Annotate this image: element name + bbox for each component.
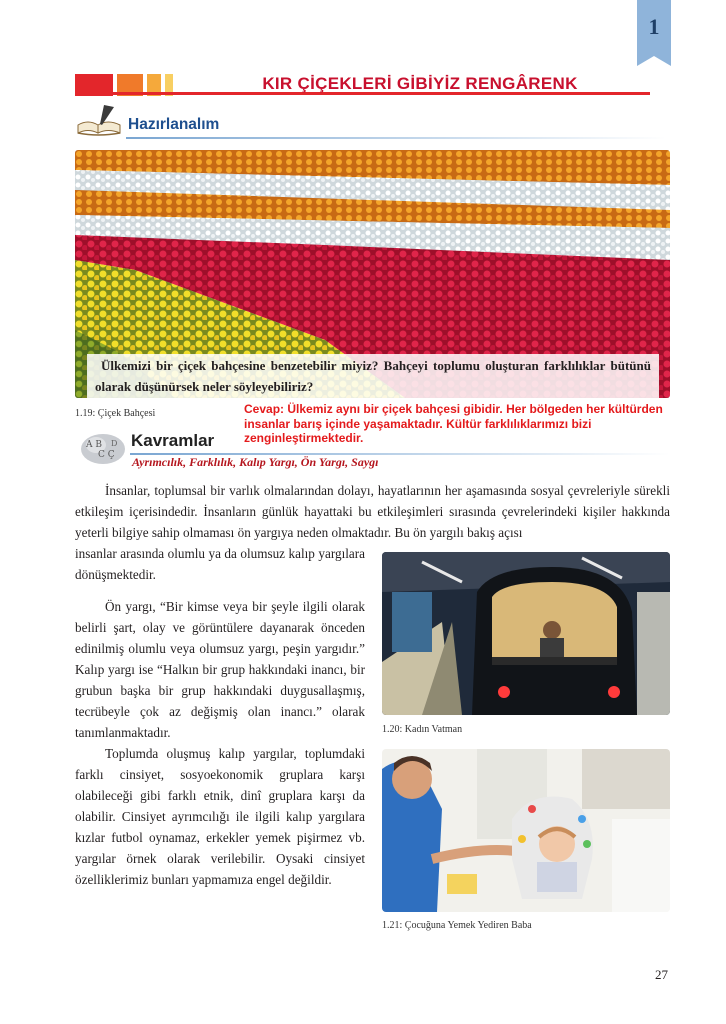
- page-title: KIR ÇİÇEKLERİ GİBİYİZ RENGÂRENK: [262, 74, 578, 93]
- open-book-icon: [74, 103, 124, 137]
- father-feeding-child-photo: [382, 749, 670, 912]
- paragraph-1-continued: insanlar arasında olumlu ya da olumsuz kalıp yargılara dönüşmektedir.: [75, 546, 365, 582]
- chapter-number: 1: [648, 14, 660, 39]
- paragraph-2: Ön yargı, “Bir kimse veya bir şeyle ilgili olarak belirli şart, olay ve görüntülere dayanarak önceden edinilmiş olumlu veya olumsuz yargı, peşin yargıdır.” Kalıp yargı ise “Halkın bir grup hakkındaki inancı, bir grubun başka bir grup hakkındaki duygusallaşmış, tecrübeyle çok az değişmiş olan inancı.” olarak tanımlanmaktadır.: [75, 599, 365, 740]
- figure-caption-120: 1.20: Kadın Vatman: [382, 724, 463, 735]
- letters-cloud-icon: [78, 431, 128, 467]
- chapter-tab: [637, 0, 671, 66]
- svg-text:D: D: [111, 439, 118, 448]
- figure-caption-119: 1.19: Çiçek Bahçesi: [75, 408, 156, 419]
- woman-tram-driver-photo: [382, 552, 670, 715]
- paragraph-3: Toplumda oluşmuş kalıp yargılar, toplumdaki farklı cinsiyet, sosyoekonomik gruplara karşı olabileceği gibi farklı etnik, dinî gruplara karşı da olabilir. Cinsiyet ayrımcılığı ile ilgili kalıp yargılara kızlar futbol oynamaz, erkekler yemek pişirmez vb. yargılar örnek olarak verilebilir. Oysaki cinsiyet özelliklerimiz bunları yapmamıza engel değildir.: [75, 746, 365, 887]
- answer-text: Cevap: Ülkemiz aynı bir çiçek bahçesi gibidir. Her bölgeden her kültürden insanlar barış içinde yaşamaktadır. Kültür farklılıklarımızı bizi zenginleştirmektedir.: [244, 402, 663, 445]
- paragraph-1: İnsanlar, toplumsal bir varlık olmalarından dolayı, hayatlarının her aşamasında sosyal çevreleriyle sürekli etkileşim içerisindedir. İnsanların günlük hayattaki bu etkileşimleri sırasında çevrelerindeki kişiler hakkında yeterli bilgiye sahip olmaması ön yargıya neden olmaktadır. Bu ön yargılı bakış açısı: [75, 483, 670, 540]
- svg-text:C Ç: C Ç: [98, 450, 115, 460]
- section-heading-prepare: Hazırlanalım: [128, 116, 220, 133]
- svg-text:A B: A B: [86, 440, 102, 450]
- concept-terms: Ayrımcılık, Farklılık, Kalıp Yargı, Ön Yargı, Saygı: [132, 455, 379, 469]
- page-number: 27: [655, 967, 668, 982]
- discussion-question: Ülkemizi bir çiçek bahçesine benzetebilir miyiz? Bahçeyi toplumu oluşturan farklılıklar bütünü olarak düşünürsek neler söyleyebiliriz?: [87, 354, 659, 398]
- section-heading-concepts: Kavramlar: [131, 431, 215, 450]
- figure-caption-121: 1.21: Çocuğuna Yemek Yediren Baba: [382, 920, 532, 931]
- divider: [126, 137, 666, 139]
